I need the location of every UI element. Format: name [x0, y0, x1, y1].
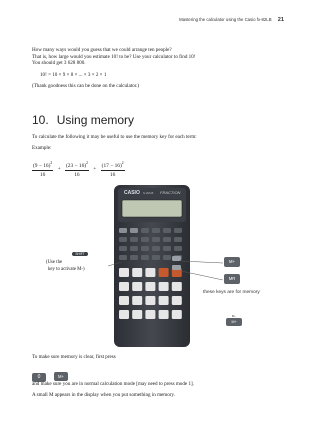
section-number: 10.	[32, 113, 49, 127]
callout-use-line-2: key to activate M-)	[48, 267, 85, 272]
zero-key: 0	[32, 373, 46, 382]
mr-key-on-calculator	[172, 265, 181, 270]
number-key	[172, 282, 182, 291]
mplus-key-on-calculator	[172, 256, 181, 261]
memory-indicator-note: A small M appears in the display when you put something in memory.	[32, 392, 175, 398]
number-key	[119, 310, 129, 319]
function-key	[119, 228, 127, 233]
function-key	[163, 228, 171, 233]
function-key	[130, 237, 138, 242]
intro-line-1: How many ways would you guess that we could arrange ten people?	[32, 47, 172, 53]
brand-logo: CASIO	[124, 190, 140, 196]
number-key	[159, 296, 169, 305]
calculator-display	[122, 200, 182, 217]
function-key	[163, 246, 171, 251]
function-key	[141, 255, 149, 260]
mr-key-label: MR	[224, 274, 240, 284]
function-key	[119, 246, 127, 251]
function-key	[130, 228, 138, 233]
mplus-key: M+	[54, 372, 68, 381]
number-key	[145, 296, 155, 305]
number-key	[159, 282, 169, 291]
m-minus-key-stack: M− M+	[226, 314, 242, 326]
number-key	[132, 310, 142, 319]
function-key	[174, 246, 182, 251]
memory-intro-text: To calculate the following it may be useful to use the memory key for each term:	[32, 134, 197, 140]
fraction-term-3: $\frac{(17 - 16)^2}{16}$	[101, 161, 124, 178]
number-key	[145, 268, 155, 277]
number-key	[119, 296, 129, 305]
function-key	[152, 228, 160, 233]
number-key	[145, 310, 155, 319]
function-key	[141, 246, 149, 251]
number-key	[172, 296, 182, 305]
function-key	[174, 228, 182, 233]
function-key	[152, 237, 160, 242]
intro-line-2: That is, how large would you estimate 10! to be? Use your calculator to find 10!	[32, 53, 196, 60]
function-key	[141, 228, 149, 233]
clear-memory-instruction: To make sure memory is clear, first press	[32, 354, 116, 360]
page-number: 21	[277, 17, 284, 23]
number-key	[159, 268, 169, 277]
function-key	[119, 255, 127, 260]
function-key	[152, 255, 160, 260]
shift-key-small: SHIFT	[72, 251, 88, 256]
plus-sign: +	[93, 166, 97, 173]
model-label: fx-82LB	[143, 191, 154, 195]
fraction-term-2: $\frac{(23 - 16)^2}{16}$	[65, 161, 88, 178]
function-key	[152, 246, 160, 251]
number-key	[159, 310, 169, 319]
function-key	[174, 237, 182, 242]
intro-note: (Thank goodness this can be done on the calculator.)	[32, 83, 140, 89]
number-key	[172, 310, 182, 319]
example-label: Example:	[32, 145, 52, 151]
fraction-label: FRACTION	[160, 190, 181, 195]
number-key	[119, 282, 129, 291]
function-key	[130, 255, 138, 260]
plus-sign: +	[57, 166, 61, 173]
number-key	[132, 268, 142, 277]
function-key	[130, 246, 138, 251]
factorial-formula: 10! = 10 × 9 × 8 × ... × 3 × 2 × 1	[40, 72, 107, 78]
function-key	[163, 237, 171, 242]
mplus-key-label: M+	[224, 257, 240, 267]
mode-instruction: and make sure you are in normal calculation mode [may need to press mode 1].	[32, 381, 194, 387]
number-key	[119, 268, 129, 277]
number-key	[132, 296, 142, 305]
number-key	[132, 282, 142, 291]
function-key	[163, 255, 171, 260]
number-key	[145, 282, 155, 291]
section-title: Using memory	[56, 113, 135, 127]
function-key	[141, 237, 149, 242]
function-key	[119, 237, 127, 242]
memory-keys-note: these keys are for memory	[203, 290, 260, 295]
header-title: Mastering the calculator using the Casio fx-82LB	[179, 17, 272, 22]
callout-use-line-1: (Use the	[46, 260, 63, 265]
intro-line-3: You should get 3 628 800.	[32, 60, 86, 66]
fraction-term-1: $\frac{(9 - 16)^2}{16}$	[33, 161, 53, 178]
